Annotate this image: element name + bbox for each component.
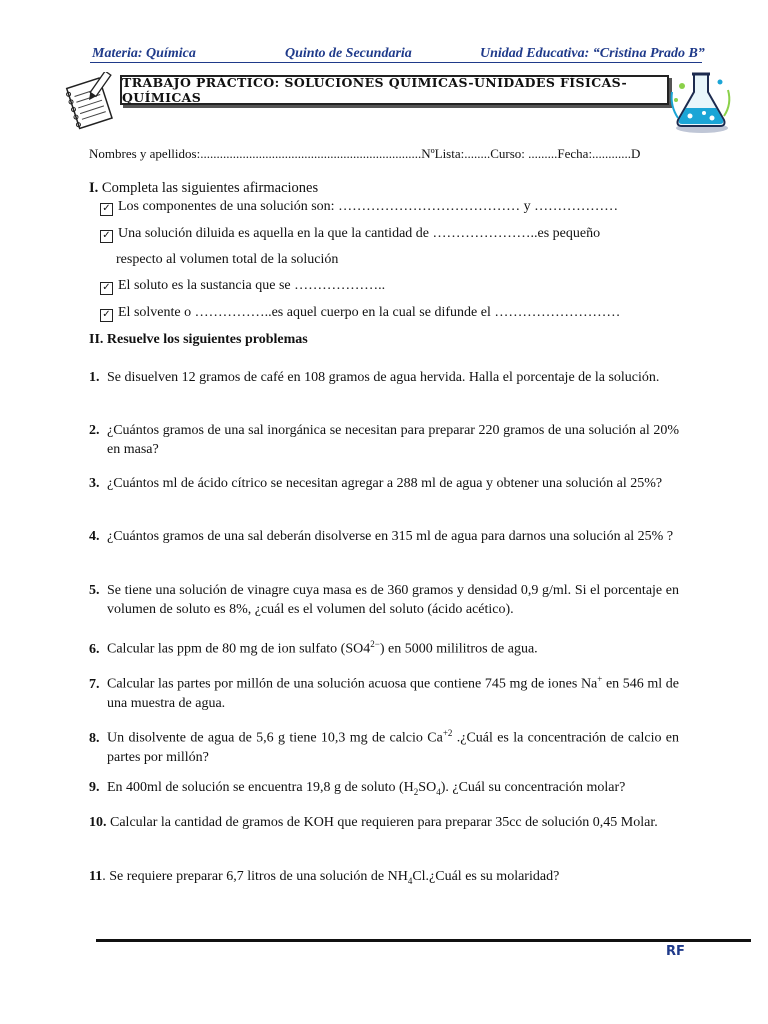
checkbox-icon: ✓	[100, 309, 113, 322]
statement-text: El solvente o ……………..es aquel cuerpo en la cual se difunde el ………………………	[118, 305, 621, 320]
subscript: 4	[436, 786, 441, 797]
problem-9	[89, 778, 679, 802]
problem-text-cont: en 546 ml de una muestra de agua.	[107, 676, 679, 711]
subscript: 2	[413, 786, 419, 797]
statement-1	[100, 199, 618, 216]
footer-rule	[96, 939, 751, 942]
problem-text: ¿Cuántos ml de ácido cítrico se necesitan agregar a 288 ml de agua y obtener una solución al 25%?	[107, 476, 663, 491]
problem-text: Calcular la cantidad de gramos de KOH que requieren para preparar 35cc de solución 0,45 Molar.	[106, 815, 658, 830]
worksheet-title: TRABAJO PRÁCTICO: SOLUCIONES QUIMICAS-UNIDADES FÍSICAS-QUÍMICAS	[120, 75, 669, 105]
problem-number: 1.	[89, 370, 100, 385]
problem-number: 11	[89, 869, 103, 884]
problem-text-mid: SO	[418, 780, 437, 795]
problem-text: Calcular las partes por millón de una solución acuosa que contiene 745 mg de iones Na	[107, 676, 598, 692]
problem-number: 7.	[89, 676, 100, 692]
problem-6	[89, 635, 679, 659]
problem-8	[89, 724, 679, 767]
grade-label: Quinto de Secundaria	[285, 46, 412, 61]
statement-text: Los componentes de una solución son: ………………………………… y ………………	[118, 199, 619, 214]
problem-text: ¿Cuántos gramos de una sal inorgánica se necesitan para preparar 220 gramos de una solución al 20% en masa?	[107, 423, 679, 457]
problem-text-cont: ). ¿Cuál su concentración molar?	[440, 780, 626, 795]
problem-number: 6.	[89, 641, 100, 657]
header-rule	[90, 62, 702, 63]
problem-5	[89, 581, 679, 619]
chemistry-flask-icon	[668, 66, 734, 136]
superscript: +2	[442, 728, 453, 738]
checkbox-icon: ✓	[100, 203, 113, 216]
problem-7	[89, 670, 679, 713]
problem-3	[89, 474, 679, 493]
footer-mark: RF	[666, 944, 685, 959]
statement-3	[100, 278, 385, 295]
problem-number: 5.	[89, 583, 100, 598]
problem-1	[89, 368, 679, 387]
checkbox-icon: ✓	[100, 230, 113, 243]
subject-label: Materia: Química	[92, 46, 196, 61]
checkbox-icon: ✓	[100, 282, 113, 295]
problem-text-cont: Cl.¿Cuál es su molaridad?	[412, 869, 560, 884]
statement-4	[100, 305, 620, 322]
subscript: 4	[407, 875, 413, 886]
notebook-pencil-icon	[62, 72, 118, 130]
school-label: Unidad Educativa: “Cristina Prado B”	[480, 46, 705, 61]
section-1-heading	[89, 180, 318, 197]
problem-number: 9.	[89, 780, 100, 795]
problem-text-cont: .¿Cuál es la concentración de calcio en partes por millón?	[107, 730, 680, 765]
problem-number: 8.	[89, 730, 100, 746]
problem-text: En 400ml de solución se encuentra 19,8 g de soluto (H	[107, 780, 414, 795]
problem-text: Un disolvente de agua de 5,6 g tiene 10,3 mg de calcio Ca	[107, 730, 443, 746]
section-2-heading: II. Resuelve los siguientes problemas	[89, 332, 308, 347]
problem-number: 3.	[89, 476, 100, 491]
problem-number: 10.	[89, 815, 107, 830]
problem-2	[89, 421, 679, 459]
problem-text: . Se requiere preparar 6,7 litros de una solución de NH	[102, 869, 408, 884]
section-1-title: Completa las siguientes afirmaciones	[98, 180, 319, 196]
problem-number: 2.	[89, 423, 100, 438]
problem-10	[89, 813, 679, 832]
statement-text: El soluto es la sustancia que se ………………..	[118, 278, 386, 293]
problem-text: Se disuelven 12 gramos de café en 108 gramos de agua hervida. Halla el porcentaje de la solución.	[107, 370, 660, 385]
problem-number: 4.	[89, 529, 100, 544]
section-1-numeral: I.	[89, 180, 99, 196]
statement-2-continuation: respecto al volumen total de la solución	[116, 252, 339, 267]
superscript: +	[597, 674, 603, 684]
problem-text-cont: ) en 5000 mililitros de agua.	[379, 641, 538, 657]
problem-text: Calcular las ppm de 80 mg de ion sulfato (SO4	[107, 641, 371, 657]
superscript: 2−	[370, 639, 380, 649]
statement-text: Una solución diluida es aquella en la que la cantidad de …………………..es pequeño	[118, 226, 601, 241]
problem-text: ¿Cuántos gramos de una sal deberán disolverse en 315 ml de agua para darnos una solución al 25% ?	[107, 529, 674, 544]
problem-4	[89, 527, 679, 546]
problem-text: Se tiene una solución de vinagre cuya masa es de 360 gramos y densidad 0,9 g/ml. Si el porcentaje en volumen de soluto es 8%, ¿cuál es el volumen del soluto (ácido acético).	[107, 583, 679, 617]
student-info-line: Nombres y apellidos:....................................................................NºLista:........Curso: .........Fecha:............D	[89, 146, 641, 161]
problem-11	[89, 867, 679, 891]
statement-2	[100, 226, 600, 243]
